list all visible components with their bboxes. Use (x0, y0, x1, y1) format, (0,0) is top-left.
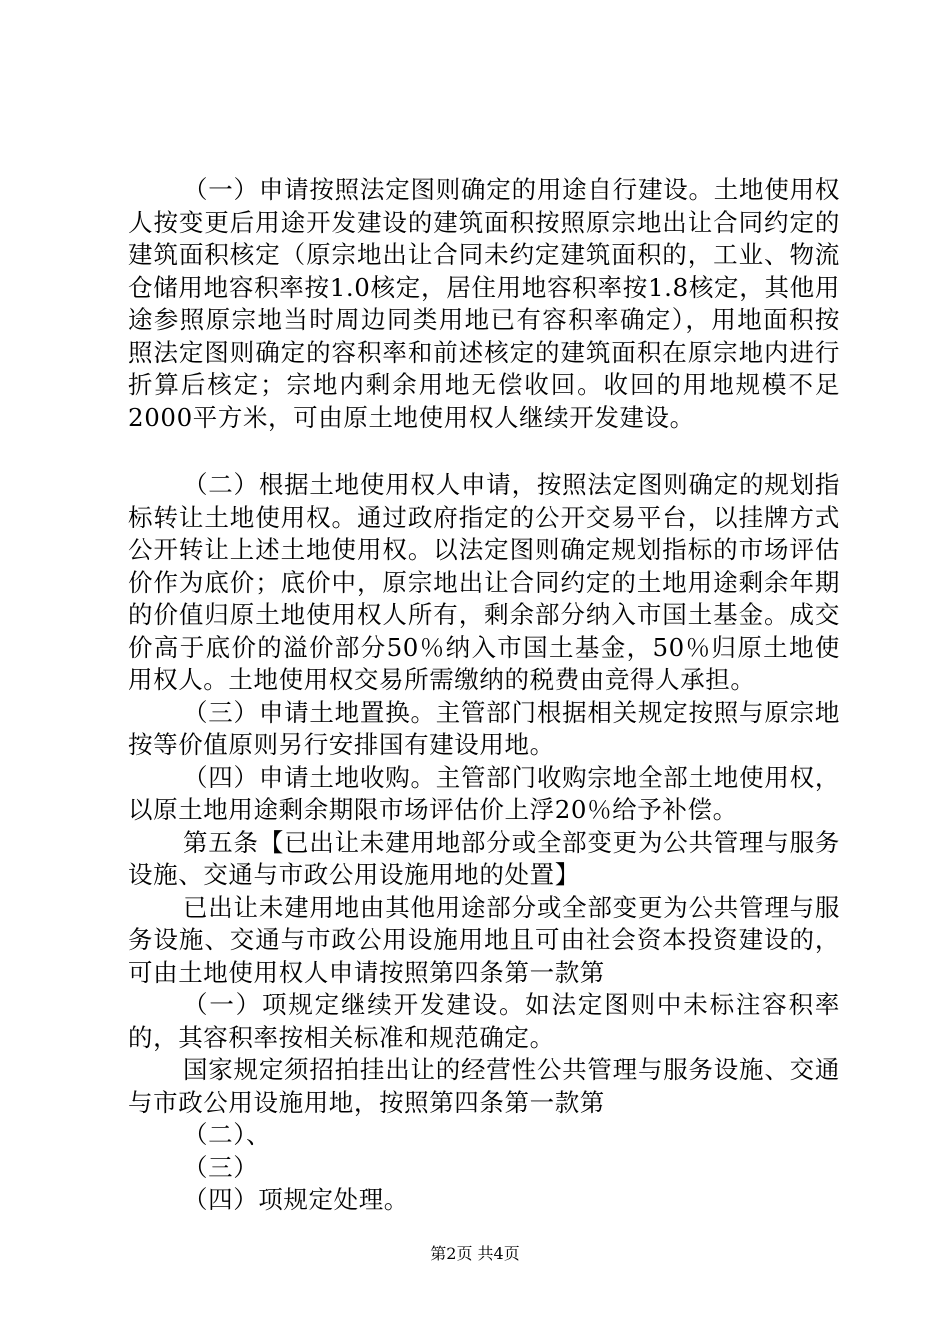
article-heading: 第五条【已出让未建用地部分或全部变更为公共管理与服务设施、交通与市政公用设施用地的处置】 (128, 827, 840, 889)
paragraph-item-9: （三） (183, 1152, 259, 1182)
paragraph-spacer (128, 434, 840, 469)
page-footer: 第2页 共4页 (430, 1244, 520, 1263)
paragraph-item-2: （二）根据土地使用权人申请，按照法定图则确定的规划指标转让土地使用权。通过政府指定的公开交易平台，以挂牌方式公开转让上述土地使用权。以法定图则确定规划指标的市场评估价作为底价；底价中，原宗地出让合同约定的土地用途剩余年期的价值归原土地使用权人所有，剩余部分纳入市国土基金。成交价高于底价的溢价部分50％纳入市国土基金，50％归原土地使用权人。土地使用权交易所需缴纳的税费由竞得人承担。 (128, 470, 840, 694)
paragraph-item-8: （二）、 (183, 1120, 272, 1149)
paragraph-item-10: （四）项规定处理。 (183, 1185, 409, 1214)
paragraph-item-6: （一）项规定继续开发建设。如法定图则中未标注容积率的，其容积率按相关标准和规范确定。 (128, 990, 840, 1052)
paragraph-item-7: 国家规定须招拍挂出让的经营性公共管理与服务设施、交通与市政公用设施用地，按照第四条第一款第 (128, 1055, 840, 1117)
paragraph-item-4: （四）申请土地收购。主管部门收购宗地全部土地使用权，以原土地用途剩余期限市场评估价上浮20％给予补偿。 (128, 762, 840, 824)
paragraph-item-3: （三）申请土地置换。主管部门根据相关规定按照与原宗地按等价值原则另行安排国有建设用地。 (128, 697, 840, 759)
paragraph-item-5: 已出让未建用地由其他用途部分或全部变更为公共管理与服务设施、交通与市政公用设施用地且可由社会资本投资建设的，可由土地使用权人申请按照第四条第一款第 (128, 892, 840, 987)
paragraph-item-1: （一）申请按照法定图则确定的用途自行建设。土地使用权人按变更后用途开发建设的建筑面积按照原宗地出让合同约定的建筑面积核定（原宗地出让合同未约定建筑面积的，工业、物流仓储用地容积率按1.0核定，居住用地容积率按1.8核定，其他用途参照原宗地当时周边同类用地已有容积率确定），用地面积按照法定图则确定的容积率和前述核定的建筑面积在原宗地内进行折算后核定；宗地内剩余用地无偿收回。收回的用地规模不足2000平方米，可由原土地使用权人继续开发建设。 (128, 175, 840, 432)
document-body (128, 174, 840, 1217)
